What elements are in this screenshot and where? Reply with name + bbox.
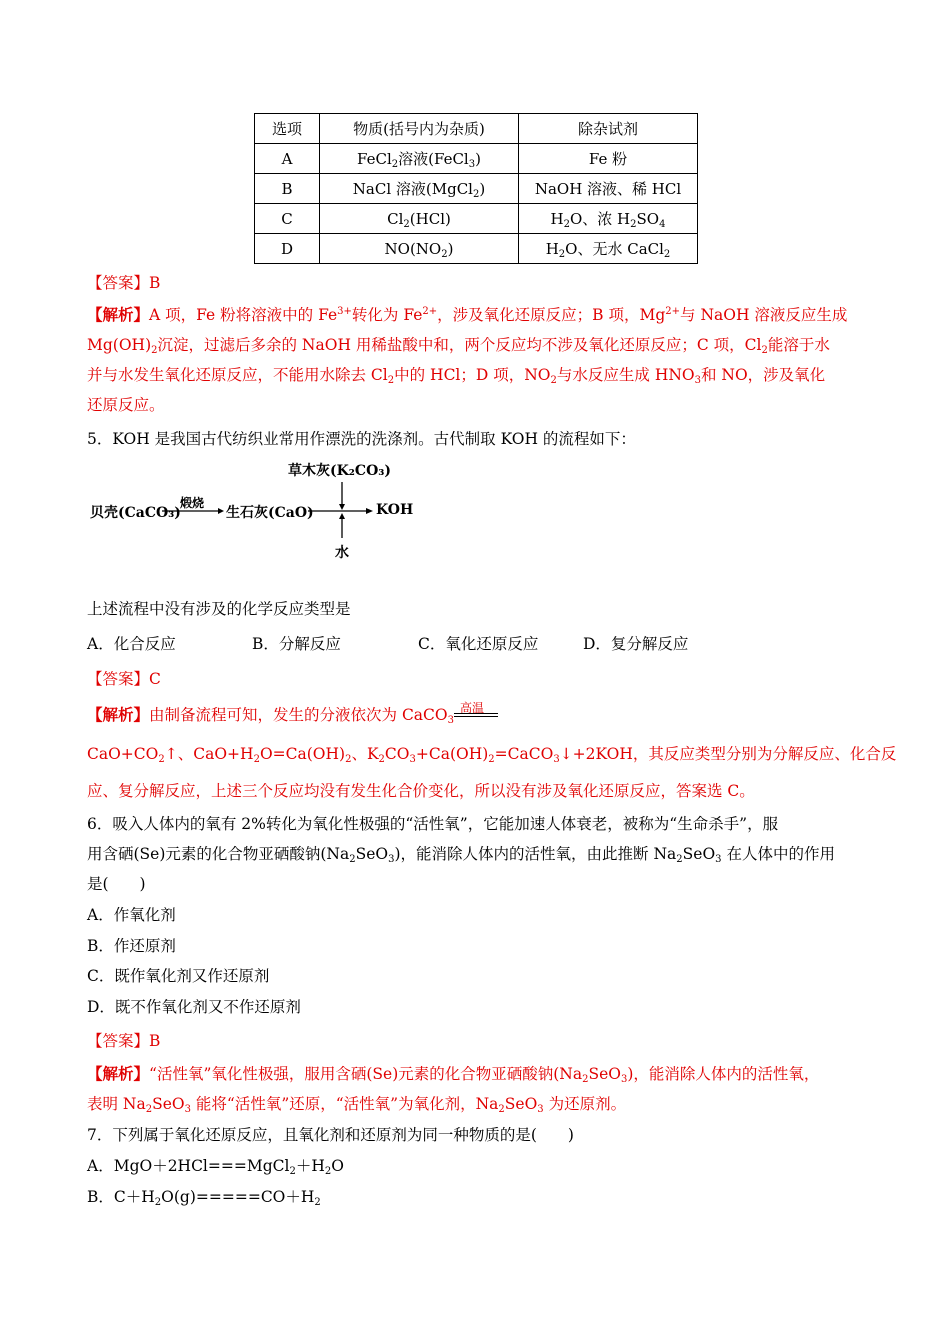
high-temp-label: 高温 <box>460 701 485 715</box>
table-row <box>255 204 698 234</box>
q6-choice-a: A．作氧化剂 <box>87 906 176 924</box>
table-cell: D <box>255 234 320 264</box>
analysis-label: 【解析】 <box>87 305 150 324</box>
q7-choice-b: B．$C+H_2O(g)=====CO+H_2$ <box>87 1188 321 1208</box>
analysis-text: 由制备流程可知，发生的分液依次为 CaCO <box>149 706 448 724</box>
shell-label: 贝壳(CaCO₃) <box>90 505 181 521</box>
analysis-text: “活性氧”氧化性极强，服用含硒(Se)元素的化合物亚硒酸钠$(Na_2SeO_3)$，能消除人体内的活性氧， <box>149 1065 820 1085</box>
q5-answer: 【答案】C <box>87 670 161 688</box>
table-cell: A <box>255 144 320 174</box>
q6-analysis-line <box>87 1063 872 1085</box>
q4-analysis-line: $Mg(OH)_2$沉淀，过滤后多余的 NaOH 用稀盐酸中和，两个反应均不涉及氧化还原反应；C 项，$Cl_2$能溶于水 <box>87 336 830 356</box>
table-cell: $NO(NO_2)$ <box>320 234 519 264</box>
table-cell: $Cl_2(HCl)$ <box>320 204 519 234</box>
q7-choice-a: A．$MgO+2HCl===MgCl_2+H_2O$ <box>87 1157 344 1177</box>
table-header: 选项 <box>255 114 320 144</box>
q4-analysis-line <box>87 304 872 326</box>
q4-analysis-line: 还原反应。 <box>87 396 165 414</box>
table-row <box>255 144 698 174</box>
choice-d: D．复分解反应 <box>583 635 689 653</box>
table-cell: Fe 粉 <box>519 144 698 174</box>
table-cell: NaCl 溶液(MgCl$_2$) <box>320 174 519 204</box>
product-label: KOH <box>376 502 414 518</box>
analysis-text: A 项，Fe 粉将溶液中的 $Fe^{3+}$转化为 $Fe^{2+}$，涉及氧化还原反应；B 项，$Mg^{2+}$与 NaOH 溶液反应生成 <box>149 306 848 324</box>
table-header: 除杂试剂 <box>519 114 698 144</box>
choice-c: C．氧化还原反应 <box>418 635 539 653</box>
q5-stem: 5．KOH 是我国古代纺织业常用作漂洗的洗涤剂。古代制取 KOH 的流程如下： <box>87 430 636 448</box>
q4-answer: 【答案】B <box>87 274 161 292</box>
calcine-label: 煅烧 <box>180 496 205 510</box>
eq-bar <box>454 716 498 717</box>
table-row <box>255 234 698 264</box>
options-table <box>254 113 698 264</box>
table-row <box>255 174 698 204</box>
choice-b: B．分解反应 <box>252 635 341 653</box>
eq-bar <box>454 713 498 714</box>
q5-question: 上述流程中没有涉及的化学反应类型是 <box>87 600 351 618</box>
table-cell: NaOH 溶液、稀 HCl <box>519 174 698 204</box>
q5-analysis-line: $CaO+CO_2↑$、$CaO+H_2O=Ca(OH)_2$、$K_2CO_3+Ca(OH)_2=CaCO_3↓+2KOH$，其反应类型分别为分解反应、化合反 <box>87 745 897 765</box>
analysis-sub: 3 <box>447 715 454 726</box>
table-cell: $H_2O$、浓 $H_2SO_4$ <box>519 204 698 234</box>
q5-analysis-line <box>87 701 872 726</box>
q4-analysis-line: 并与水发生氧化还原反应，不能用水除去 $Cl_2$中的 HCl；D 项，$NO_2$与水反应生成 $HNO_3$和 NO，涉及氧化 <box>87 366 826 386</box>
q6-choice-b: B．作还原剂 <box>87 937 176 955</box>
q6-choice-d: D．既不作氧化剂又不作还原剂 <box>87 998 301 1016</box>
q6-stem-line: 6．吸入人体内的氧有 2%转化为氧化性极强的“活性氧”，它能加速人体衰老，被称为“生命杀手”，服 <box>87 815 779 833</box>
table-cell: $H_2O$、无水 CaCl$_2$ <box>519 234 698 264</box>
ash-label: 草木灰(K₂CO₃) <box>288 463 392 479</box>
q6-choice-c: C．既作氧化剂又作还原剂 <box>87 967 270 985</box>
water-label: 水 <box>335 545 349 561</box>
analysis-label: 【解析】 <box>87 1064 150 1083</box>
q5-analysis-line: 应、复分解反应，上述三个反应均没有发生化合价变化，所以没有涉及氧化还原反应，答案选 C。 <box>87 782 755 800</box>
q6-stem-line: 是( ) <box>87 875 146 893</box>
q6-stem-line: 用含硒(Se)元素的化合物亚硒酸钠$(Na_2SeO_3)$，能消除人体内的活性氧，由此推断 $Na_2SeO_3$ 在人体中的作用 <box>87 845 835 865</box>
high-temp-condition <box>454 701 498 723</box>
q5-flow-diagram <box>90 458 420 568</box>
choice-a: A．化合反应 <box>87 635 176 653</box>
q6-answer: 【答案】B <box>87 1032 161 1050</box>
table-header-row <box>255 114 698 144</box>
q7-stem: 7．下列属于氧化还原反应，且氧化剂和还原剂为同一种物质的是( ) <box>87 1126 574 1144</box>
table-cell: FeCl$_2$溶液(FeCl$_3$) <box>320 144 519 174</box>
lime-label: 生石灰(CaO) <box>226 505 314 521</box>
table-cell: C <box>255 204 320 234</box>
analysis-label: 【解析】 <box>87 705 150 724</box>
table-cell: B <box>255 174 320 204</box>
q6-analysis-line: 表明 $Na_2SeO_3$ 能将“活性氧”还原，“活性氧”为氧化剂，$Na_2SeO_3$ 为还原剂。 <box>87 1095 627 1115</box>
q5-choices <box>87 633 872 655</box>
table-header: 物质(括号内为杂质) <box>320 114 519 144</box>
